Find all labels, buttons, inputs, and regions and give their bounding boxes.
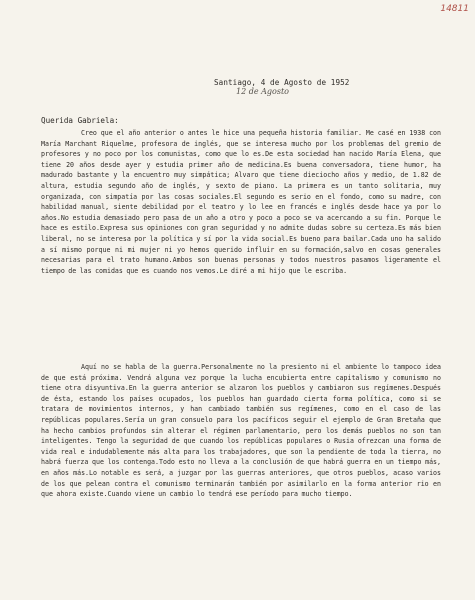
paragraph-1-text: Creo que el año anterior o antes le hice una pequeña historia familiar. Me casé en 1938 con María Marchant Riquelme, profesora de inglés, que se interesa mucho por los problemas del gremio de profesores y no poco por los comunistas, como que lo es.De esta sociedad han nacido María Elena, que tiene 20 años desde ayer y estudia primer año de medicina.Es buena conversadora, tiene humor, ha madurado bastante y la encuentro muy simpática; Alvaro que tiene dieciocho años y medio, de 1.82 de altura, estudia segundo año de inglés, y sexto de piano. La primera es un tanto solitaria, muy organizada, con simpatía por las cosas sociales.El segundo es serio en el fondo, como su madre, con habilidad manual, siente debilidad por el teatro y lo lee en francés e inglés desde hace ya por lo años.No estudia demasiado pero pasa de un año a otro y poco a poco se va acercando a su fin. Porque le hace es estilo.Expresa sus opiniones con gran seguridad y no admite dudas sobre su certeza.Es más bien liberal, no se interesa por la política y sí por la vida social.Es bueno para bailar.Cada uno ha salido a sí mismo porque ni mi mujer ni yo hemos querido influir en su formación,salvo en cosas generales necesarias para el trato humano.Ambos son buenas personas y todos nuestros pasamos ligeramente el tiempo de las comidas que es cuando nos vemos.Le diré a mi hijo que le escriba. <box>41 129 441 275</box>
archive-code: 14811 <box>440 4 469 14</box>
paragraph-family-history <box>41 128 441 396</box>
salutation: Querida Gabriela: <box>41 116 119 125</box>
paragraph-war-politics <box>41 362 441 576</box>
paragraph-2-text: Aquí no se habla de la guerra.Personalmente no la presiento ni el ambiente lo tampoco idea de que está próxima. Vendrá alguna vez porque la lucha encubierta entre capitalismo y comunismo no tiene otra disyuntiva.En la guerra anterior se alzaron los pueblos y cambiaron sus regímenes.Después de ésta, estando los países ocupados, los pueblos han guardado cierta forma política, como si se tratara de movimientos internos, y han cambiado también sus regímenes, como en el caso de las repúblicas populares.Sería un gran consuelo para los pacíficos seguir el ejemplo de Gran Bretaña que ha hecho cambios profundos sin alterar el régimen parlamentario, pero los demás pueblos no son tan inteligentes. Tengo la seguridad de que cuando los repúblicas populares o Rusia ofrezcan una forma de vida real e indudablemente más alta para los trabajadores, que son la pendiente de toda la tierra, no habrá fuerza que los contenga.Todo esto no lleva a la conclusión de que habrá guerra en un tiempo más, en años más.Lo notable es será, a juzgar por las guerras anteriores, que otros pueblos, acaso varios de los que pelean contra el comunismo terminarán también por asimilarlo en la forma anterior rio en que ahora existe.Cuando viene un cambio lo tendrá ese período para mucho tiempo. <box>41 363 441 499</box>
dateline: Santiago, 4 de Agosto de 1952 <box>214 78 350 87</box>
handwritten-date-note: 12 de Agosto <box>236 87 289 96</box>
